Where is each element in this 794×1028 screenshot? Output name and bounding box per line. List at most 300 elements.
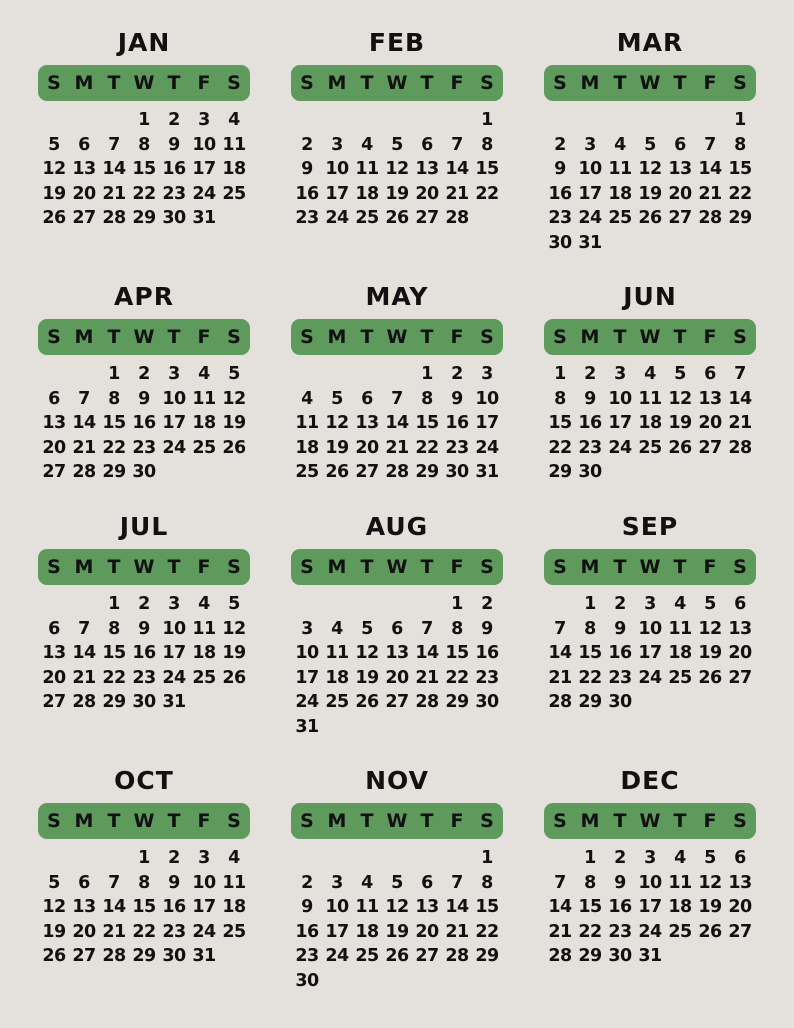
weekday-label: T — [167, 326, 181, 348]
weekday-label: F — [703, 556, 717, 578]
day-number: 5 — [704, 848, 716, 868]
day-number: 17 — [475, 413, 499, 433]
day-number: 21 — [548, 667, 572, 688]
weekday-label: T — [613, 326, 627, 348]
day-number: 27 — [385, 692, 409, 712]
weekday-label: W — [133, 326, 155, 348]
day-number: 26 — [222, 437, 246, 458]
weekday-header-bar — [291, 65, 503, 101]
day-number: 20 — [728, 643, 752, 663]
day-number: 15 — [102, 643, 126, 663]
day-number: 10 — [162, 388, 186, 409]
weekday-label: F — [197, 326, 211, 348]
weekday-label: W — [133, 810, 155, 832]
day-number: 24 — [192, 921, 216, 942]
day-number: 15 — [102, 413, 126, 433]
day-number: 21 — [548, 921, 572, 942]
day-number: 21 — [72, 667, 96, 688]
day-number: 30 — [608, 692, 632, 712]
weekday-label: T — [360, 810, 374, 832]
day-number: 2 — [451, 364, 463, 384]
weekday-label: S — [553, 556, 567, 578]
day-number: 1 — [481, 110, 493, 130]
day-number: 2 — [138, 364, 150, 384]
day-number: 30 — [548, 232, 572, 253]
month-title: FEB — [368, 28, 426, 57]
day-number: 31 — [192, 208, 216, 228]
day-number: 13 — [668, 159, 692, 179]
weekday-label: F — [450, 556, 464, 578]
weekday-label: T — [420, 556, 434, 578]
day-number: 11 — [668, 618, 692, 639]
day-number: 6 — [48, 618, 60, 639]
day-number: 30 — [295, 970, 319, 991]
day-number: 11 — [222, 134, 246, 155]
weekday-label: T — [360, 556, 374, 578]
weekday-label: T — [420, 72, 434, 94]
day-number: 31 — [638, 946, 662, 966]
day-number: 8 — [108, 388, 120, 409]
day-number: 23 — [132, 437, 156, 458]
weekday-header-bar — [38, 65, 250, 101]
day-number: 13 — [385, 643, 409, 663]
day-number: 19 — [698, 897, 722, 917]
day-number: 8 — [481, 134, 493, 155]
day-number: 26 — [698, 667, 722, 688]
day-number: 16 — [445, 413, 469, 433]
day-number: 24 — [325, 946, 349, 966]
day-number: 30 — [445, 462, 469, 482]
day-number: 3 — [168, 364, 180, 384]
day-number: 20 — [415, 183, 439, 204]
day-number: 20 — [72, 921, 96, 942]
day-number: 10 — [608, 388, 632, 409]
day-number: 30 — [608, 946, 632, 966]
day-number: 29 — [132, 208, 156, 228]
day-number: 28 — [72, 462, 96, 482]
weekday-label: T — [613, 810, 627, 832]
day-number: 7 — [108, 872, 120, 893]
day-number: 20 — [668, 183, 692, 204]
weekday-label: T — [360, 326, 374, 348]
day-number: 11 — [295, 413, 319, 433]
day-number: 20 — [42, 667, 66, 688]
day-number: 1 — [138, 110, 150, 130]
day-number: 31 — [578, 232, 602, 253]
day-number: 18 — [355, 921, 379, 942]
day-number: 5 — [228, 594, 240, 614]
day-number: 30 — [162, 946, 186, 966]
day-number: 27 — [42, 462, 66, 482]
day-number: 6 — [391, 618, 403, 639]
day-number: 7 — [451, 872, 463, 893]
day-number: 25 — [325, 692, 349, 712]
day-number: 22 — [132, 921, 156, 942]
day-number: 4 — [198, 594, 210, 614]
day-number: 9 — [168, 872, 180, 893]
day-number: 26 — [668, 437, 692, 458]
day-number: 19 — [355, 667, 379, 688]
day-number: 6 — [78, 134, 90, 155]
weekday-label: S — [553, 72, 567, 94]
weekday-label: W — [386, 72, 408, 94]
weekday-label: W — [133, 556, 155, 578]
weekday-label: F — [197, 556, 211, 578]
day-number: 14 — [415, 643, 439, 663]
day-number: 13 — [415, 897, 439, 917]
day-number: 9 — [614, 872, 626, 893]
month-title: JUL — [119, 512, 169, 541]
month-title: NOV — [365, 766, 429, 795]
day-number: 18 — [192, 413, 216, 433]
weekday-label: S — [553, 810, 567, 832]
day-number: 5 — [48, 872, 60, 893]
month-title: DEC — [620, 766, 680, 795]
day-number: 21 — [102, 183, 126, 204]
day-number: 6 — [704, 364, 716, 384]
weekday-label: W — [639, 810, 661, 832]
day-number: 19 — [222, 643, 246, 663]
weekday-label: S — [227, 556, 241, 578]
day-number: 31 — [192, 946, 216, 966]
weekday-label: T — [167, 810, 181, 832]
day-number: 10 — [162, 618, 186, 639]
day-number: 4 — [674, 594, 686, 614]
day-number: 6 — [78, 872, 90, 893]
day-number: 14 — [102, 897, 126, 917]
day-number: 14 — [72, 643, 96, 663]
day-number: 16 — [608, 897, 632, 917]
day-number: 27 — [415, 946, 439, 966]
weekday-header-bar — [38, 549, 250, 585]
day-number: 5 — [644, 134, 656, 155]
day-number: 8 — [138, 134, 150, 155]
day-number: 22 — [475, 183, 499, 204]
day-number: 17 — [608, 413, 632, 433]
day-number: 8 — [451, 618, 463, 639]
weekday-label: S — [227, 326, 241, 348]
day-number: 9 — [301, 897, 313, 917]
day-number: 3 — [644, 848, 656, 868]
day-number: 22 — [102, 437, 126, 458]
weekday-header-bar — [38, 803, 250, 839]
day-number: 22 — [578, 921, 602, 942]
day-number: 21 — [385, 437, 409, 458]
day-number: 28 — [728, 437, 752, 458]
day-number: 5 — [228, 364, 240, 384]
day-number: 3 — [644, 594, 656, 614]
day-number: 6 — [674, 134, 686, 155]
day-number: 18 — [355, 183, 379, 204]
day-number: 8 — [138, 872, 150, 893]
day-number: 17 — [578, 183, 602, 204]
day-number: 22 — [548, 437, 572, 458]
day-number: 24 — [162, 437, 186, 458]
day-number: 3 — [198, 848, 210, 868]
weekday-label: T — [673, 810, 687, 832]
weekday-label: T — [107, 810, 121, 832]
day-number: 3 — [481, 364, 493, 384]
day-number: 6 — [48, 388, 60, 409]
day-number: 26 — [222, 667, 246, 688]
weekday-label: W — [386, 326, 408, 348]
day-number: 9 — [138, 618, 150, 639]
day-number: 25 — [295, 462, 319, 482]
day-number: 27 — [355, 462, 379, 482]
day-number: 5 — [674, 364, 686, 384]
day-number: 29 — [415, 462, 439, 482]
weekday-label: W — [386, 810, 408, 832]
day-number: 23 — [162, 921, 186, 942]
day-number: 30 — [132, 462, 156, 482]
day-number: 10 — [475, 388, 499, 409]
day-number: 24 — [638, 667, 662, 688]
weekday-header-bar — [291, 319, 503, 355]
weekday-label: T — [167, 556, 181, 578]
day-number: 17 — [325, 921, 349, 942]
weekday-label: T — [613, 556, 627, 578]
day-number: 12 — [638, 159, 662, 179]
day-number: 25 — [222, 183, 246, 204]
day-number: 4 — [644, 364, 656, 384]
weekday-header-bar — [544, 549, 756, 585]
day-number: 12 — [385, 159, 409, 179]
day-number: 4 — [674, 848, 686, 868]
day-number: 14 — [102, 159, 126, 179]
weekday-label: F — [197, 810, 211, 832]
weekday-label: W — [639, 72, 661, 94]
day-number: 16 — [132, 643, 156, 663]
day-number: 5 — [361, 618, 373, 639]
day-number: 18 — [325, 667, 349, 688]
day-number: 8 — [584, 618, 596, 639]
day-number: 5 — [331, 388, 343, 409]
day-number: 17 — [295, 667, 319, 688]
day-number: 24 — [325, 208, 349, 228]
day-number: 29 — [132, 946, 156, 966]
weekday-label: M — [327, 326, 347, 348]
day-number: 12 — [355, 643, 379, 663]
day-number: 4 — [198, 364, 210, 384]
day-number: 2 — [301, 872, 313, 893]
day-number: 22 — [728, 183, 752, 204]
day-number: 17 — [325, 183, 349, 204]
day-number: 4 — [614, 134, 626, 155]
day-number: 25 — [668, 921, 692, 942]
day-number: 12 — [42, 159, 66, 179]
weekday-header-bar — [291, 549, 503, 585]
day-number: 1 — [554, 364, 566, 384]
day-number: 12 — [222, 388, 246, 409]
day-number: 28 — [102, 208, 126, 228]
day-number: 17 — [162, 413, 186, 433]
month-title: MAR — [616, 28, 684, 57]
weekday-label: S — [480, 810, 494, 832]
day-number: 29 — [548, 462, 572, 482]
day-number: 8 — [108, 618, 120, 639]
day-number: 29 — [475, 946, 499, 966]
day-number: 11 — [668, 872, 692, 893]
day-number: 31 — [475, 462, 499, 482]
day-number: 16 — [578, 413, 602, 433]
weekday-label: W — [639, 556, 661, 578]
weekday-label: M — [580, 72, 600, 94]
day-number: 2 — [138, 594, 150, 614]
day-number: 14 — [445, 159, 469, 179]
day-number: 20 — [385, 667, 409, 688]
day-number: 22 — [132, 183, 156, 204]
day-number: 31 — [295, 716, 319, 737]
day-number: 23 — [295, 946, 319, 966]
weekday-label: F — [703, 326, 717, 348]
weekday-label: M — [74, 556, 94, 578]
day-number: 13 — [355, 413, 379, 433]
day-number: 27 — [728, 667, 752, 688]
day-number: 23 — [578, 437, 602, 458]
day-number: 13 — [42, 413, 66, 433]
weekday-header-bar — [544, 319, 756, 355]
day-number: 24 — [608, 437, 632, 458]
day-number: 20 — [42, 437, 66, 458]
day-number: 10 — [192, 872, 216, 893]
day-number: 3 — [331, 872, 343, 893]
day-number: 7 — [421, 618, 433, 639]
day-number: 24 — [578, 208, 602, 228]
weekday-label: S — [733, 556, 747, 578]
day-number: 16 — [475, 643, 499, 663]
day-number: 3 — [168, 594, 180, 614]
day-number: 10 — [325, 897, 349, 917]
day-number: 22 — [475, 921, 499, 942]
day-number: 1 — [734, 110, 746, 130]
day-number: 24 — [638, 921, 662, 942]
day-number: 6 — [421, 134, 433, 155]
weekday-label: T — [107, 326, 121, 348]
day-number: 19 — [385, 921, 409, 942]
day-number: 5 — [48, 134, 60, 155]
day-number: 18 — [668, 643, 692, 663]
day-number: 25 — [638, 437, 662, 458]
day-number: 2 — [584, 364, 596, 384]
day-number: 2 — [168, 848, 180, 868]
day-number: 17 — [638, 643, 662, 663]
day-number: 16 — [295, 921, 319, 942]
day-number: 15 — [548, 413, 572, 433]
weekday-label: S — [733, 72, 747, 94]
day-number: 15 — [132, 897, 156, 917]
day-number: 19 — [385, 183, 409, 204]
day-number: 26 — [385, 208, 409, 228]
day-number: 23 — [132, 667, 156, 688]
day-number: 10 — [192, 134, 216, 155]
day-number: 28 — [72, 692, 96, 712]
day-number: 3 — [198, 110, 210, 130]
month-title: APR — [114, 282, 174, 311]
weekday-label: W — [639, 326, 661, 348]
weekday-label: M — [74, 72, 94, 94]
day-number: 16 — [295, 183, 319, 204]
day-number: 27 — [415, 208, 439, 228]
day-number: 9 — [451, 388, 463, 409]
day-number: 26 — [355, 692, 379, 712]
day-number: 24 — [295, 692, 319, 712]
day-number: 28 — [385, 462, 409, 482]
day-number: 11 — [222, 872, 246, 893]
day-number: 28 — [548, 946, 572, 966]
day-number: 1 — [584, 848, 596, 868]
day-number: 19 — [638, 183, 662, 204]
day-number: 11 — [355, 897, 379, 917]
weekday-label: S — [300, 72, 314, 94]
day-number: 14 — [698, 159, 722, 179]
day-number: 12 — [385, 897, 409, 917]
day-number: 13 — [415, 159, 439, 179]
day-number: 10 — [638, 872, 662, 893]
weekday-label: M — [327, 810, 347, 832]
day-number: 15 — [415, 413, 439, 433]
day-number: 11 — [192, 618, 216, 639]
day-number: 30 — [162, 208, 186, 228]
day-number: 18 — [222, 897, 246, 917]
day-number: 1 — [108, 364, 120, 384]
day-number: 21 — [445, 921, 469, 942]
day-number: 7 — [78, 618, 90, 639]
day-number: 2 — [554, 134, 566, 155]
day-number: 7 — [391, 388, 403, 409]
day-number: 11 — [192, 388, 216, 409]
weekday-label: F — [450, 72, 464, 94]
day-number: 1 — [481, 848, 493, 868]
day-number: 28 — [445, 208, 469, 228]
day-number: 17 — [192, 159, 216, 179]
day-number: 23 — [445, 437, 469, 458]
day-number: 27 — [72, 208, 96, 228]
day-number: 21 — [445, 183, 469, 204]
day-number: 12 — [698, 618, 722, 639]
day-number: 21 — [102, 921, 126, 942]
day-number: 4 — [301, 388, 313, 409]
day-number: 13 — [698, 388, 722, 409]
day-number: 14 — [548, 643, 572, 663]
day-number: 29 — [578, 692, 602, 712]
day-number: 17 — [638, 897, 662, 917]
day-number: 12 — [668, 388, 692, 409]
day-number: 25 — [222, 921, 246, 942]
day-number: 17 — [192, 897, 216, 917]
day-number: 23 — [162, 183, 186, 204]
weekday-label: T — [360, 72, 374, 94]
day-number: 28 — [102, 946, 126, 966]
weekday-header-bar — [544, 65, 756, 101]
day-number: 26 — [698, 921, 722, 942]
day-number: 7 — [78, 388, 90, 409]
day-number: 16 — [162, 897, 186, 917]
day-number: 16 — [132, 413, 156, 433]
weekday-label: W — [386, 556, 408, 578]
day-number: 25 — [355, 208, 379, 228]
day-number: 16 — [548, 183, 572, 204]
day-number: 25 — [192, 437, 216, 458]
weekday-label: M — [74, 326, 94, 348]
day-number: 7 — [108, 134, 120, 155]
weekday-label: S — [47, 556, 61, 578]
day-number: 25 — [608, 208, 632, 228]
day-number: 26 — [325, 462, 349, 482]
day-number: 7 — [704, 134, 716, 155]
weekday-label: M — [327, 556, 347, 578]
day-number: 26 — [42, 946, 66, 966]
weekday-label: S — [227, 72, 241, 94]
